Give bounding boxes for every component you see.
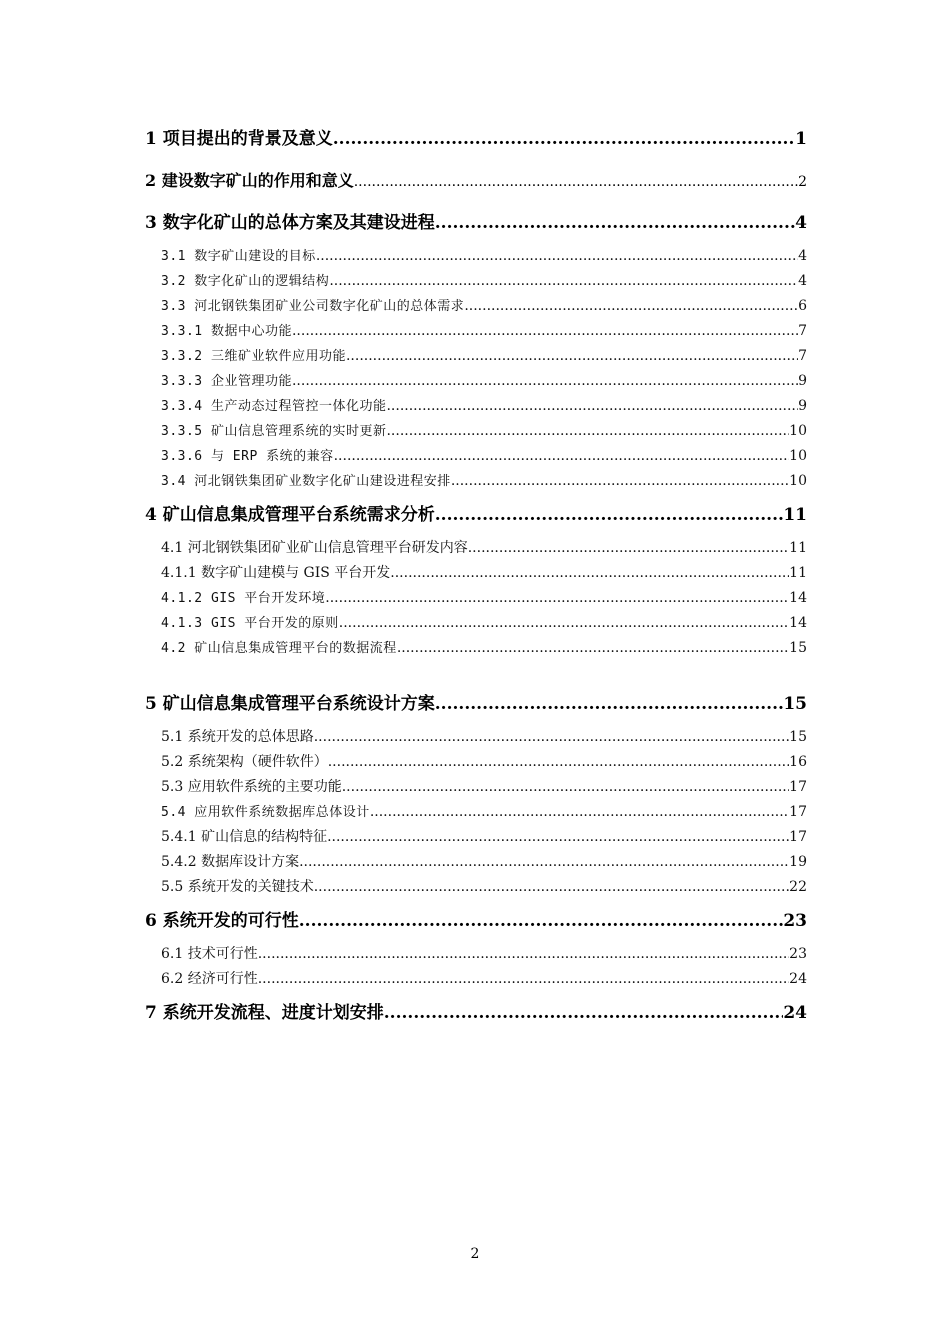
toc-dot-leader: [299, 850, 789, 875]
toc-entry-page: 11: [783, 505, 807, 525]
toc-section-entry[interactable]: [145, 344, 807, 369]
toc-entry-title: 6.2 经济可行性: [161, 971, 258, 987]
toc-dot-leader: [258, 967, 789, 992]
toc-entry-page: 24: [789, 971, 807, 987]
toc-dot-leader: [342, 775, 789, 800]
toc-entry-page: 4: [798, 273, 807, 289]
toc-dot-leader: [314, 875, 789, 900]
toc-entry-title: 4.1.3 GIS 平台开发的原则: [161, 616, 339, 631]
toc-entry-page: 6: [798, 298, 807, 314]
toc-dot-leader: [451, 469, 789, 494]
toc-entry-page: 16: [789, 754, 807, 770]
toc-entry-title: 4.2 矿山信息集成管理平台的数据流程: [161, 641, 397, 656]
toc-chapter-entry[interactable]: [145, 206, 807, 240]
toc-section-entry[interactable]: [145, 469, 807, 494]
toc-entry-title: 5.5 系统开发的关键技术: [161, 879, 314, 895]
toc-section-entry[interactable]: [145, 611, 807, 636]
toc-dot-leader: [329, 269, 798, 294]
toc-entry-title: 1 项目提出的背景及意义: [145, 129, 333, 149]
toc-chapter-entry[interactable]: [145, 498, 807, 532]
toc-entry-page: 15: [789, 729, 807, 745]
toc-dot-leader: [435, 687, 784, 721]
toc-entry-page: 24: [783, 1003, 807, 1023]
toc-entry-title: 4.1.1 数字矿山建模与 GIS 平台开发: [161, 565, 391, 581]
toc-entry-title: 5.4 应用软件系统数据库总体设计: [161, 805, 370, 820]
toc-entry-page: 15: [789, 640, 807, 656]
toc-chapter-entry[interactable]: [145, 122, 807, 156]
toc-entry-title: 4.1.2 GIS 平台开发环境: [161, 591, 326, 606]
toc-dot-leader: [384, 996, 784, 1030]
toc-entry-title: 3 数字化矿山的总体方案及其建设进程: [145, 213, 435, 233]
toc-entry-title: 3.3.6 与 ERP 系统的兼容: [161, 449, 334, 464]
toc-section-entry[interactable]: [145, 394, 807, 419]
toc-section-entry[interactable]: [145, 269, 807, 294]
toc-entry-page: 2: [798, 174, 807, 190]
toc-section-entry[interactable]: [145, 967, 807, 992]
toc-dot-leader: [292, 369, 798, 394]
toc-entry-title: 6 系统开发的可行性: [145, 911, 299, 931]
toc-entry-page: 11: [789, 565, 807, 581]
toc-entry-page: 17: [789, 779, 807, 795]
toc-dot-leader: [354, 165, 798, 198]
toc-entry-page: 19: [789, 854, 807, 870]
toc-entry-page: 10: [789, 473, 807, 489]
toc-entry-title: 3.2 数字化矿山的逻辑结构: [161, 274, 330, 289]
toc-dot-leader: [327, 825, 789, 850]
toc-section-entry[interactable]: [145, 875, 807, 900]
toc-entry-page: 7: [798, 323, 807, 339]
toc-entry-title: 5.1 系统开发的总体思路: [161, 729, 314, 745]
toc-dot-leader: [258, 942, 789, 967]
toc-entry-page: 17: [789, 804, 807, 820]
toc-entry-title: 3.3.4 生产动态过程管控一体化功能: [161, 399, 387, 414]
toc-entry-title: 3.3 河北钢铁集团矿业公司数字化矿山的总体需求: [161, 299, 465, 314]
toc-dot-leader: [370, 800, 789, 825]
toc-entry-title: 6.1 技术可行性: [161, 946, 258, 962]
toc-dot-leader: [328, 750, 789, 775]
toc-entry-title: 3.3.2 三维矿业软件应用功能: [161, 349, 346, 364]
toc-entry-page: 9: [798, 373, 807, 389]
toc-section-entry[interactable]: [145, 419, 807, 444]
toc-entry-title: 2 建设数字矿山的作用和意义: [145, 171, 354, 190]
toc-entry-page: 9: [798, 398, 807, 414]
toc-dot-leader: [390, 561, 789, 586]
toc-entry-title: 4 矿山信息集成管理平台系统需求分析: [145, 505, 435, 525]
toc-entry-title: 5.4.2 数据库设计方案: [161, 854, 300, 870]
toc-dot-leader: [292, 319, 798, 344]
toc-entry-page: 1: [795, 129, 807, 149]
toc-dot-leader: [386, 394, 798, 419]
toc-dot-leader: [435, 206, 795, 240]
toc-entry-title: 5.2 系统架构（硬件软件）: [161, 754, 328, 770]
toc-dot-leader: [346, 344, 798, 369]
toc-section-entry[interactable]: [145, 775, 807, 800]
toc-section-entry[interactable]: [145, 536, 807, 561]
toc-dot-leader: [386, 419, 789, 444]
toc-entry-page: 7: [798, 348, 807, 364]
toc-entry-title: 4.1 河北钢铁集团矿业矿山信息管理平台研发内容: [161, 540, 468, 556]
toc-entry-title: 3.3.1 数据中心功能: [161, 324, 292, 339]
toc-entry-title: 3.4 河北钢铁集团矿业数字化矿山建设进程安排: [161, 474, 451, 489]
toc-entry-page: 22: [789, 879, 807, 895]
toc-dot-leader: [299, 904, 784, 938]
toc-dot-leader: [468, 536, 789, 561]
toc-entry-page: 14: [789, 590, 807, 606]
toc-entry-page: 10: [789, 423, 807, 439]
toc-section-entry[interactable]: [145, 294, 807, 319]
toc-dot-leader: [397, 636, 789, 661]
toc-entry-page: 17: [789, 829, 807, 845]
toc-entry-page: 11: [789, 540, 807, 556]
toc-entry-title: 3.3.3 企业管理功能: [161, 374, 292, 389]
toc-dot-leader: [464, 294, 798, 319]
toc-entry-page: 23: [783, 911, 807, 931]
toc-dot-leader: [435, 498, 784, 532]
toc-section-entry[interactable]: [145, 244, 807, 269]
table-of-contents: [145, 122, 807, 1034]
toc-section-entry[interactable]: [145, 850, 807, 875]
toc-section-entry[interactable]: [145, 725, 807, 750]
page-number: 2: [470, 1246, 480, 1262]
toc-entry-title: 5.4.1 矿山信息的结构特征: [161, 829, 328, 845]
toc-chapter-entry[interactable]: [145, 164, 807, 198]
toc-section-entry[interactable]: [145, 586, 807, 611]
toc-section-entry[interactable]: [145, 825, 807, 850]
toc-dot-leader: [334, 444, 790, 469]
toc-section-entry[interactable]: [145, 636, 807, 661]
toc-entry-title: 5.3 应用软件系统的主要功能: [161, 779, 342, 795]
toc-section-entry[interactable]: [145, 800, 807, 825]
toc-entry-page: 15: [783, 694, 807, 714]
toc-entry-page: 4: [798, 248, 807, 264]
toc-dot-leader: [325, 586, 789, 611]
toc-dot-leader: [314, 725, 789, 750]
toc-section-entry[interactable]: [145, 750, 807, 775]
toc-section-entry[interactable]: [145, 444, 807, 469]
toc-entry-page: 23: [789, 946, 807, 962]
toc-entry-title: 3.1 数字矿山建设的目标: [161, 249, 316, 264]
toc-section-entry[interactable]: [145, 561, 807, 586]
toc-chapter-entry[interactable]: [145, 687, 807, 721]
toc-entry-title: 3.3.5 矿山信息管理系统的实时更新: [161, 424, 387, 439]
toc-entry-page: 10: [789, 448, 807, 464]
toc-section-entry[interactable]: [145, 942, 807, 967]
toc-chapter-entry[interactable]: [145, 996, 807, 1030]
toc-dot-leader: [339, 611, 789, 636]
toc-chapter-entry[interactable]: [145, 904, 807, 938]
toc-dot-leader: [316, 244, 798, 269]
toc-entry-title: 5 矿山信息集成管理平台系统设计方案: [145, 694, 435, 714]
toc-entry-page: 4: [795, 213, 807, 233]
toc-entry-title: 7 系统开发流程、进度计划安排: [145, 1003, 384, 1023]
toc-section-entry[interactable]: [145, 319, 807, 344]
toc-entry-page: 14: [789, 615, 807, 631]
toc-section-entry[interactable]: [145, 369, 807, 394]
toc-dot-leader: [333, 122, 795, 156]
